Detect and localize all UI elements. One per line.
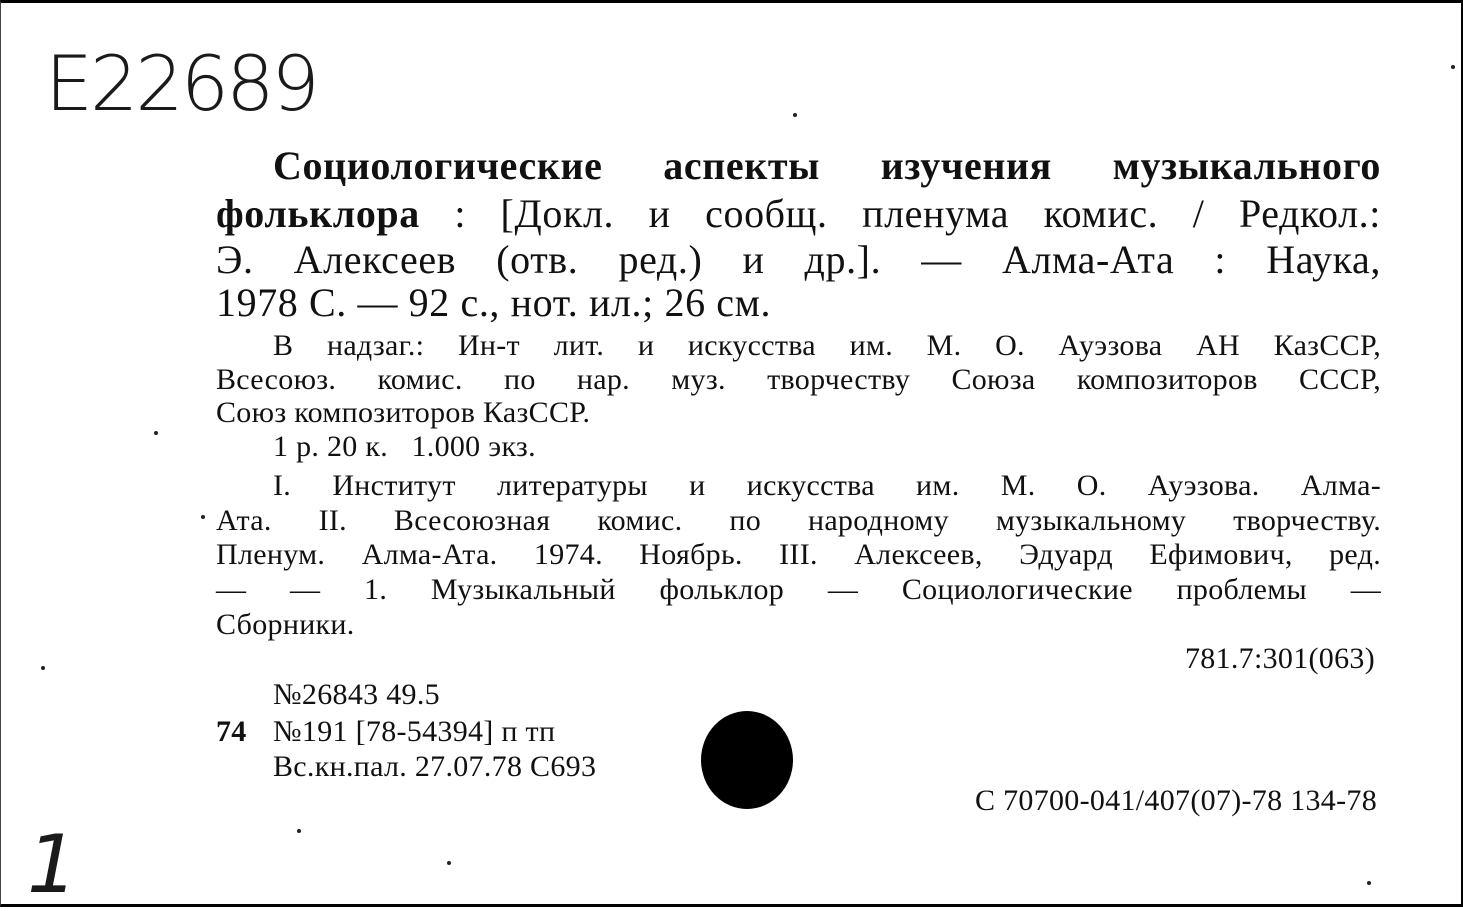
copy-number: 1 bbox=[27, 818, 78, 911]
description-line-4: 1978 С. — 92 с., нот. ил.; 26 см. bbox=[216, 280, 772, 325]
speck bbox=[793, 113, 797, 117]
speck bbox=[297, 829, 301, 833]
tracing-line-2: Ата. II. Всесоюзная комис. по народному музыкальному творчеству. bbox=[216, 504, 1381, 537]
tracing-line-3: Пленум. Алма-Ата. 1974. Ноябрь. III. Алексеев, Эдуард Ефимович, ред. bbox=[216, 538, 1381, 571]
tracing-line-5: Сборники. bbox=[216, 608, 355, 641]
note-line-2: Всесоюз. комис. по нар. муз. творчеству Союза композиторов СССР, bbox=[216, 363, 1381, 396]
title-line-1: Социологические аспекты изучения музыкального bbox=[273, 143, 1381, 188]
note-line-1: В надзаг.: Ин-т лит. и искусства им. М. О. Ауэзова АН КазССР, bbox=[273, 329, 1381, 362]
speck bbox=[1367, 881, 1371, 885]
speck bbox=[447, 861, 451, 865]
note-line-3: Союз композиторов КазССР. bbox=[216, 396, 591, 429]
speck bbox=[154, 431, 158, 435]
udc-index: 781.7:301(063) bbox=[1184, 642, 1375, 675]
speck bbox=[41, 666, 45, 670]
speck bbox=[201, 515, 205, 519]
responsibility-statement: : [Докл. и сообщ. пленума комис. / Редкол.: bbox=[419, 191, 1381, 236]
order-number: №26843 49.5 bbox=[273, 678, 440, 711]
print-info: №191 [78-54394] п тп bbox=[273, 715, 556, 748]
card-code: С 70700-041/407(07)-78 134-78 bbox=[975, 784, 1377, 817]
tracing-line-4: — — 1. Музыкальный фольклор — Социологические проблемы — bbox=[216, 573, 1381, 606]
price-and-print-run: 1 р. 20 к. 1.000 экз. bbox=[273, 430, 536, 463]
description-line-3: Э. Алексеев (отв. ред.) и др.]. — Алма-Ата : Наука, bbox=[216, 237, 1381, 282]
book-chamber-line: Вс.кн.пал. 27.07.78 С693 bbox=[273, 750, 597, 783]
speck bbox=[1451, 65, 1455, 69]
description-line-2 bbox=[216, 191, 1381, 236]
inventory-number: E22689 bbox=[45, 39, 317, 128]
tracing-line-1: I. Институт литературы и искусства им. М. О. Ауэзова. Алма- bbox=[273, 469, 1381, 502]
punch-hole bbox=[701, 711, 793, 809]
title-line-2: фольклора bbox=[216, 191, 420, 236]
print-prefix: 74 bbox=[216, 715, 247, 748]
